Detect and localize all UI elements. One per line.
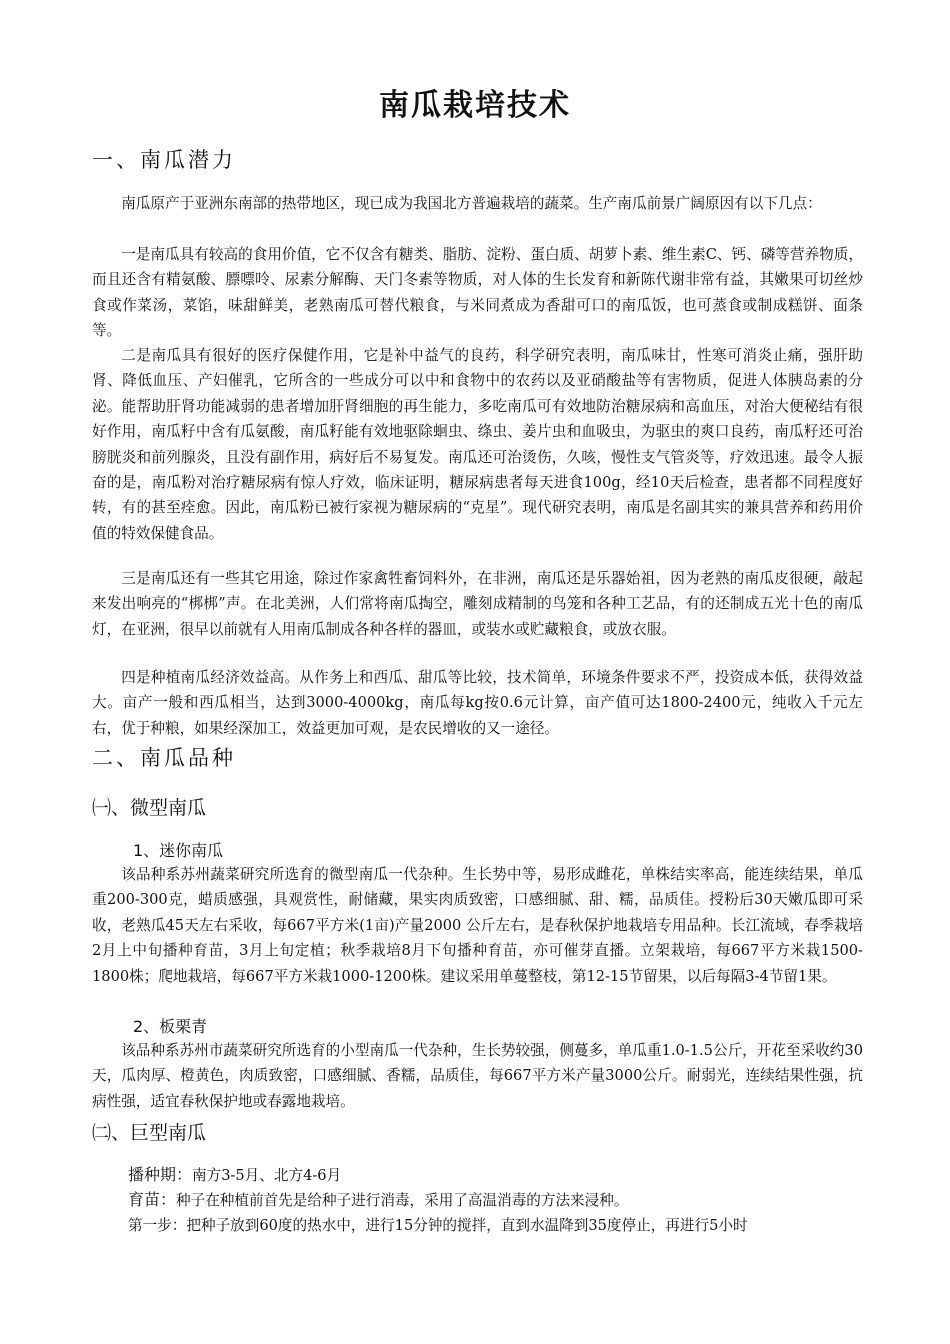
paragraph-food-value: 一是南瓜具有较高的食用价值，它不仅含有糖类、脂肪、淀粉、蛋白质、胡萝卜素、维生素C、钙、磷等营养物质，而且还含有精氨酸、膘嘌呤、尿素分解酶、天门冬素等物质，对人体的生长发育和新陈代谢非常有益，其嫩果可切丝炒食或作菜汤，菜馅，味甜鲜美，老熟南瓜可替代粮食，与米同煮成为香甜可口的南瓜饭，也可蒸食或制成糕饼、面条等。	[92, 246, 863, 340]
sowing-period-text: 南方3-5月、北方4-6月	[192, 1167, 342, 1184]
step-one-line: 第一步：把种子放到60度的热水中，进行15分钟的搅拌，直到水温降到35度停止，再进行5小时	[128, 1217, 748, 1234]
paragraph-banliqing: 该品种系苏州市蔬菜研究所选育的小型南瓜一代杂种，生长势较强，侧蔓多，单瓜重1.0-1.5公斤，开花至采收约30天，瓜肉厚、橙黄色，肉质致密，口感细腻、香糯，品质佳，每667平方米产量3000公斤。耐弱光，连续结果性强，抗病性强，适宜春秋保护地或春露地栽培。	[92, 1042, 863, 1110]
paragraph-other-uses: 三是南瓜还有一些其它用途，除过作家禽牲畜饲料外，在非洲，南瓜还是乐器始祖，因为老熟的南瓜皮很硬，敲起来发出响亮的“梆梆”声。在北美洲，人们常将南瓜掏空，雕刻成精制的鸟笼和各种工艺品，有的还制成五光十色的南瓜灯，在亚洲，很早以前就有人用南瓜制成各种各样的器皿，或装水或贮藏粮食，或放衣服。	[92, 570, 863, 638]
seedling-text: 种子在种植前首先是给种子进行消毒，采用了高温消毒的方法来浸种。	[176, 1192, 629, 1209]
document-title: 南瓜栽培技术	[379, 88, 571, 123]
section-heading-potential: 一、南瓜潜力	[92, 148, 236, 172]
paragraph-mini-pumpkin: 该品种系苏州蔬菜研究所选育的微型南瓜一代杂种。生长势中等，易形成雌花，单株结实率高，能连续结果，单瓜重200-300克，蜡质感强，具观赏性，耐储藏，果实肉质致密，口感细腻、甜、糯，品质佳。授粉后30天嫩瓜即可采收，老熟瓜45天左右采收，每667平方米(1亩)产量2000 公斤左右，是春秋保护地栽培专用品种。长江流域，春季栽培2月上中旬播种育苗，3月上旬定植；秋季栽培8月下旬播种育苗，亦可催芽直播。立架栽培，每667平方米栽1500-1800株；爬地栽培，每667平方米栽1000-1200株。建议采用单蔓整枝，第12-15节留果，以后每隔3-4节留1果。	[92, 866, 863, 985]
sowing-period-label: 播种期：	[128, 1165, 193, 1184]
seedling-line	[128, 1187, 628, 1210]
subsection-heading-mini: ㈠、微型南瓜	[92, 797, 207, 819]
sowing-period-line	[128, 1162, 341, 1185]
subsection-heading-giant: ㈡、巨型南瓜	[92, 1122, 207, 1144]
paragraph-economic-value: 四是种植南瓜经济效益高。从作务上和西瓜、甜瓜等比较，技术简单，环境条件要求不严，投资成本低，获得效益大。亩产一般和西瓜相当，达到3000-4000kg，南瓜每kg按0.6元计算，亩产值可达1800-2400元，纯收入千元左右，优于种粮，如果经深加工，效益更加可观，是农民增收的又一途径。	[92, 669, 863, 737]
paragraph-medical-value: 二是南瓜具有很好的医疗保健作用，它是补中益气的良药，科学研究表明，南瓜味甘，性寒可消炎止痛，强肝助肾、降低血压、产妇催乳，它所含的一些成分可以中和食物中的农药以及亚硝酸盐等有害物质，促进人体胰岛素的分泌。能帮助肝肾功能减弱的患者增加肝肾细胞的再生能力，多吃南瓜可有效地防治糖尿病和高血压，对治大便秘结有很好作用，南瓜籽中含有瓜氨酸，南瓜籽能有效地驱除蛔虫、绦虫、姜片虫和血吸虫，为驱虫的爽口良药，南瓜籽还可治膀胱炎和前列腺炎，且没有副作用，病好后不易复发。南瓜还可治烫伤，久咳，慢性支气管炎等，疗效迅速。最令人振奋的是，南瓜粉对治疗糖尿病有惊人疗效，临床证明，糖尿病患者每天进食100g，经10天后检查，患者都不同程度好转，有的甚至痊愈。因此，南瓜粉已被行家视为糖尿病的“克星”。现代研究表明，南瓜是名副其实的兼具营养和药用价值的特效保健食品。	[92, 347, 863, 542]
paragraph-intro: 南瓜原产于亚洲东南部的热带地区，现已成为我国北方普遍栽培的蔬菜。生产南瓜前景广阔原因有以下几点：	[121, 195, 822, 212]
section-heading-varieties: 二、南瓜品种	[92, 746, 236, 770]
seedling-label: 育苗：	[128, 1190, 177, 1209]
variety-heading-banliqing: 2、板栗青	[133, 1017, 208, 1036]
variety-heading-mini-pumpkin: 1、迷你南瓜	[133, 841, 224, 860]
